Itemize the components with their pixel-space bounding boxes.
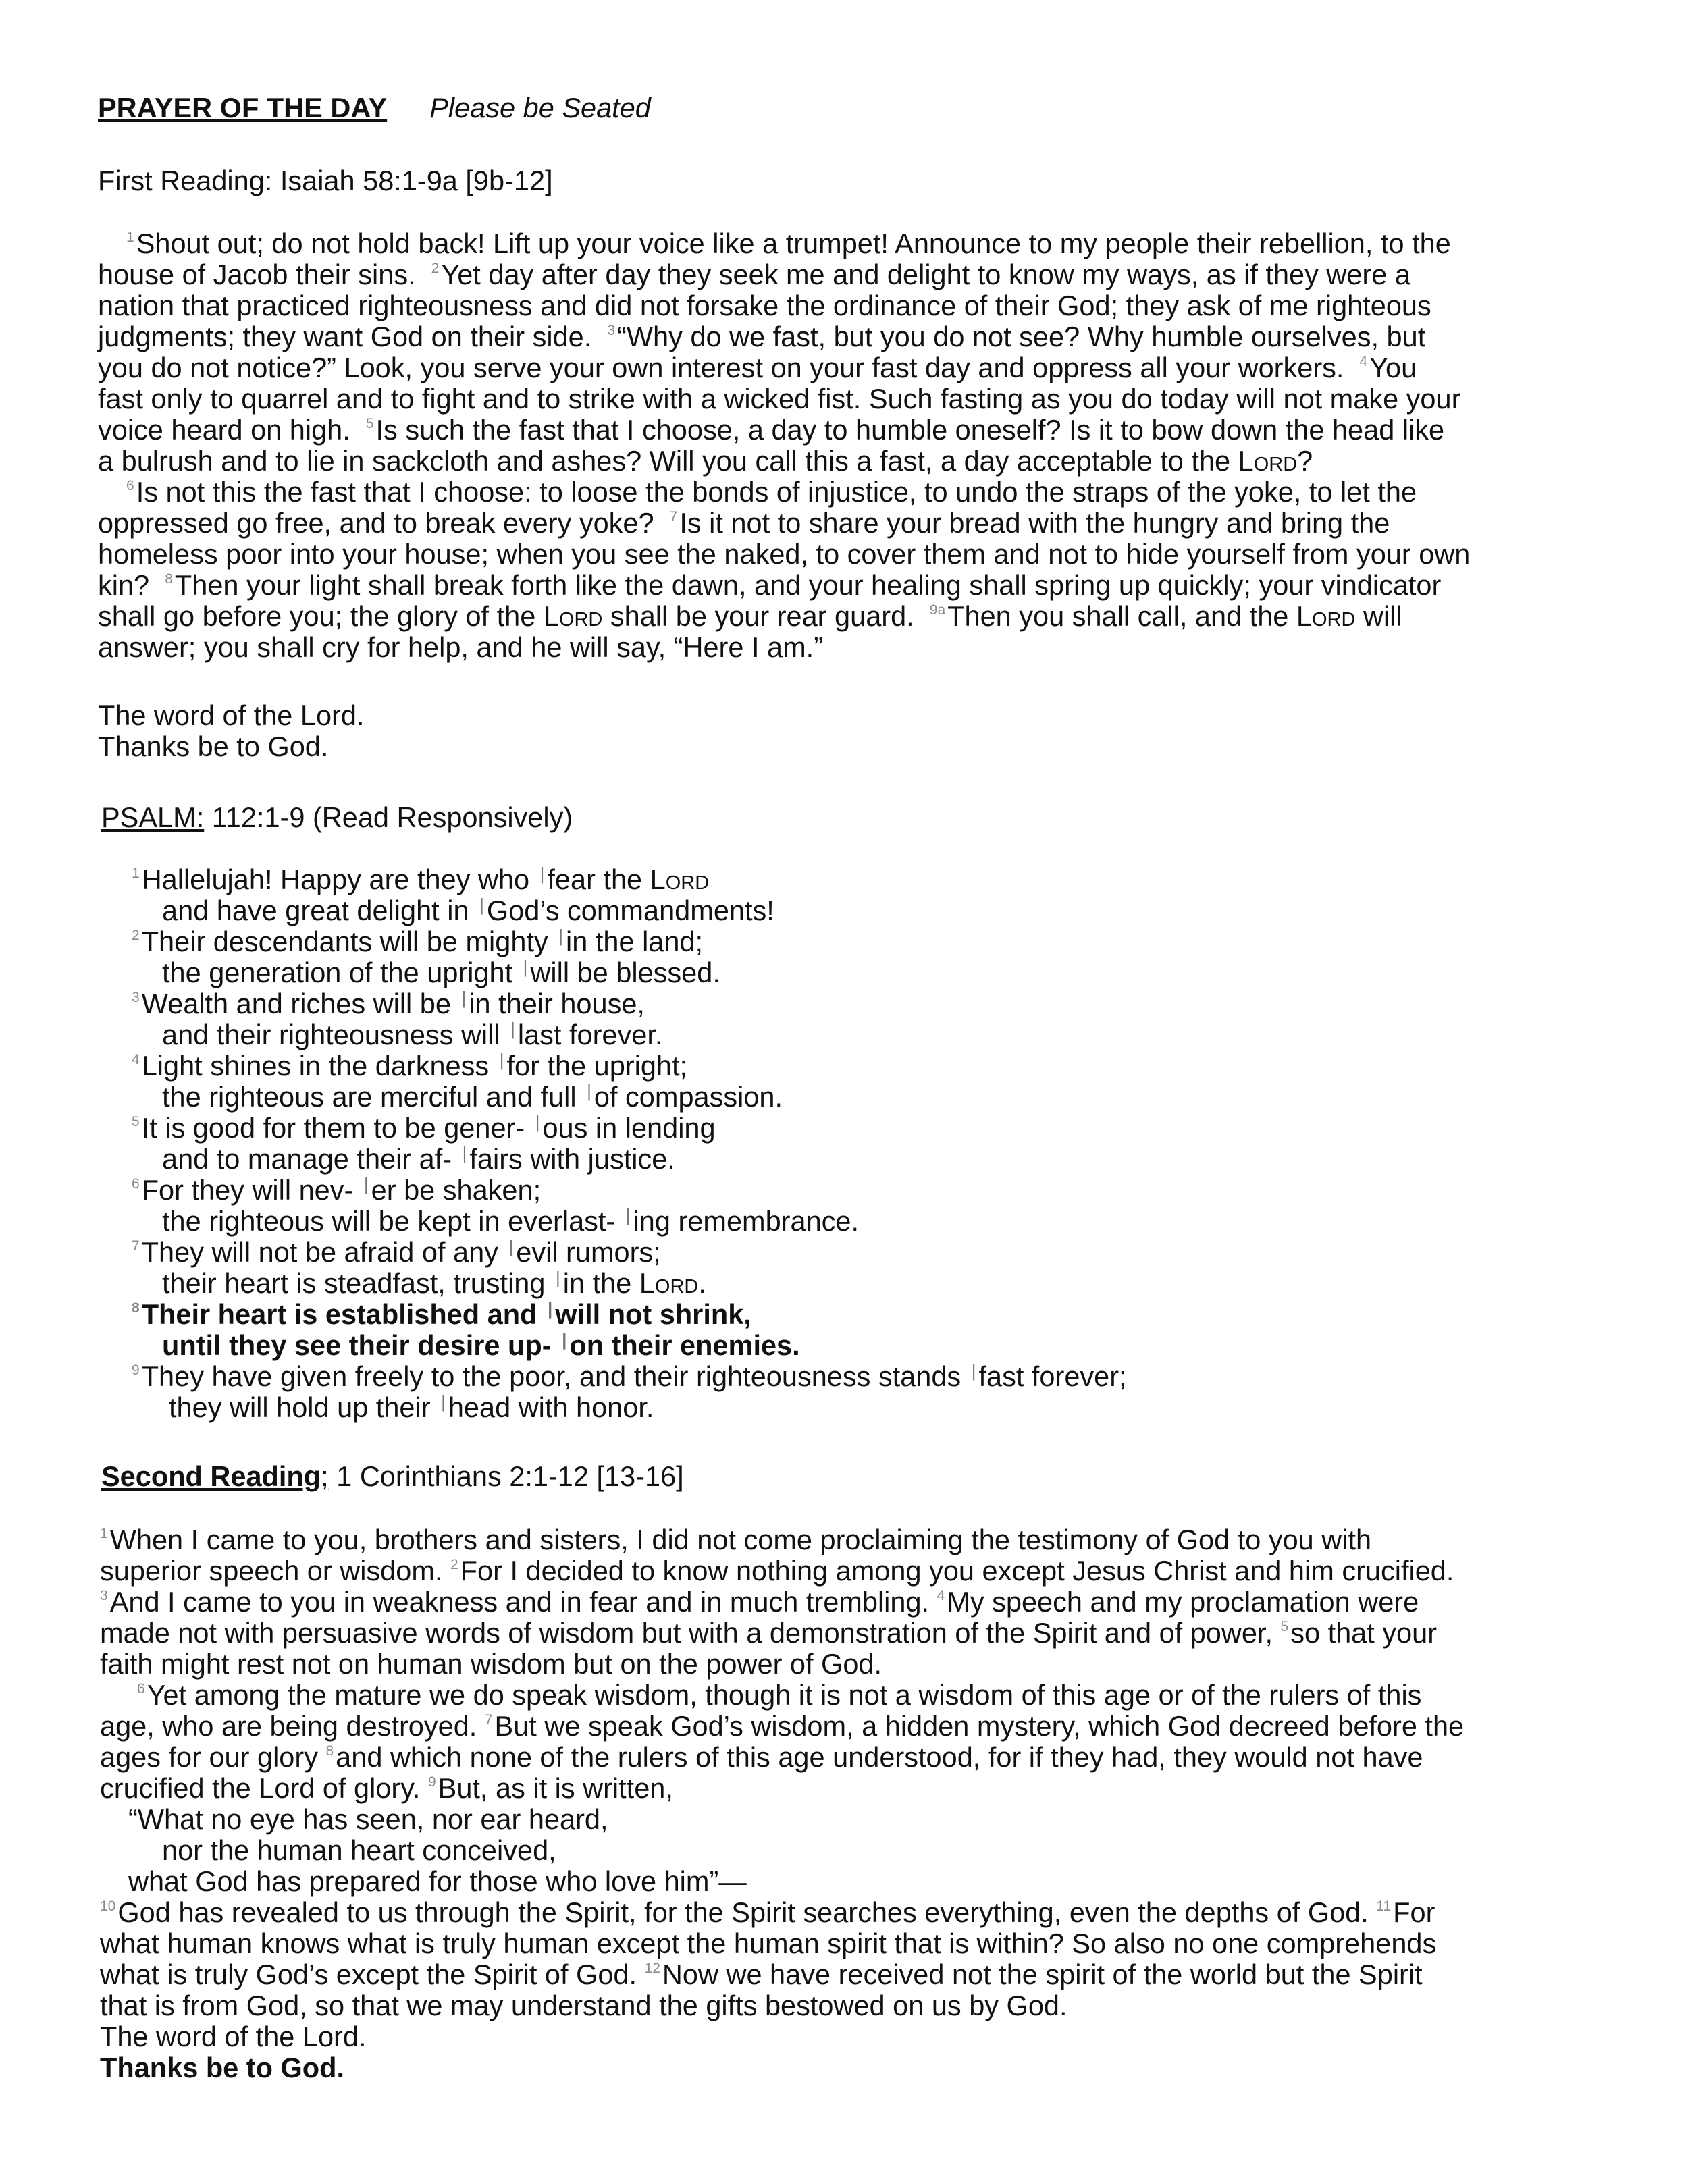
psalm-line-bold: until they see their desire up- |on their enemies. — [162, 1329, 800, 1361]
verse-number: 1 — [126, 230, 134, 245]
verse-number: 6 — [137, 1681, 145, 1697]
verse-number: 3 — [100, 1588, 108, 1603]
reading-line: house of Jacob their sins. $^2$Yet day after day they seek me and delight to know my ways, as if they were a — [98, 259, 1410, 290]
psalm-text — [98, 864, 1587, 1423]
reading-line: homeless poor into your house; when you see the naked, to cover them and not to hide yourself from your own — [98, 538, 1471, 570]
first-reading-heading: First Reading: Isaiah 58:1-9a [9b-12] — [98, 165, 553, 196]
verse-number: 8 — [132, 1300, 140, 1316]
verse-number: 8 — [165, 571, 173, 587]
closing-line: The word of the Lord. — [100, 2021, 367, 2052]
reading-line: $^6$Is not this the fast that I choose: to loose the bonds of injustice, to undo the straps of the yoke, to let the — [126, 476, 1417, 508]
quote-line: “What no eye has seen, nor ear heard, — [128, 1803, 608, 1835]
prayer-note: Please be Seated — [429, 92, 651, 124]
reading-line: ages for our glory $^8$and which none of the rulers of this age understood, for if they had, they would not have — [100, 1741, 1423, 1773]
psalm-line: $^6$For they will nev- |er be shaken; — [132, 1174, 542, 1206]
verse-number: 4 — [937, 1588, 945, 1603]
reading-line: faith might rest not on human wisdom but on the power of God. — [100, 1648, 882, 1680]
verse-number: 5 — [132, 1114, 140, 1129]
psalm-line: the generation of the upright |will be blessed. — [162, 957, 720, 988]
verse-number: 6 — [126, 478, 134, 494]
verse-number: 1 — [100, 1526, 108, 1541]
second-reading-heading: Second Reading; 1 Corinthians 2:1-12 [13-16] — [101, 1460, 684, 1492]
lord-smallcaps: Lord — [543, 600, 603, 632]
reading-line: superior speech or wisdom. $^2$For I decided to know nothing among you except Jesus Christ and him crucified. — [100, 1555, 1454, 1587]
psalm-line: $^2$Their descendants will be mighty |in the land; — [132, 926, 704, 957]
verse-number: 2 — [450, 1557, 458, 1572]
verse-number: 9a — [929, 602, 946, 618]
reading-line: $^1$When I came to you, brothers and sisters, I did not come proclaiming the testimony of God to you with — [100, 1524, 1372, 1555]
first-reading-text — [98, 228, 1587, 663]
psalm-line: their heart is steadfast, trusting |in the Lord. — [162, 1267, 706, 1299]
closing-response: Thanks be to God. — [100, 2052, 344, 2083]
verse-number: 4 — [132, 1052, 140, 1067]
verse-number: 9 — [427, 1774, 436, 1790]
reading-line: $^3$And I came to you in weakness and in fear and in much trembling. $^4$My speech and my proclamation were — [100, 1586, 1419, 1618]
verse-number: 11 — [1376, 1898, 1392, 1914]
verse-number: 1 — [132, 865, 140, 881]
verse-number: 7 — [669, 509, 678, 525]
reading-line: shall go before you; the glory of the Lord shall be your rear guard. $^{9a}$Then you shall call, and the Lord will — [98, 600, 1402, 632]
psalm-line: $^4$Light shines in the darkness |for the upright; — [132, 1050, 688, 1082]
psalm-line: $^3$Wealth and riches will be |in their house, — [132, 988, 645, 1019]
reading-line: kin? $^8$Then your light shall break forth like the dawn, and your healing shall spring up quickly; your vindicator — [98, 569, 1442, 601]
verse-number: 5 — [1280, 1619, 1289, 1634]
reading-line: judgments; they want God on their side. $^3$“Why do we fast, but you do not see? Why humble ourselves, but — [98, 321, 1426, 352]
reading-line: nation that practiced righteousness and did not forsake the ordinance of their God; they ask of me righteous — [98, 290, 1431, 321]
verse-number: 9 — [132, 1362, 140, 1378]
psalm-line: the righteous are merciful and full |of compassion. — [162, 1081, 783, 1113]
psalm-line: and their righteousness will |last forever. — [162, 1019, 663, 1050]
reading-line: voice heard on high. $^5$Is such the fast that I choose, a day to humble oneself? Is it to bow down the head like — [98, 414, 1445, 446]
reading-line: $^{10}$God has revealed to us through the Spirit, for the Spirit searches everything, even the depths of God. $^{11}$For — [100, 1896, 1435, 1928]
psalm-line: $^9$They have given freely to the poor, and their righteousness stands |fast forever; — [132, 1360, 1127, 1392]
psalm-line: and have great delight in |God’s commandments! — [162, 895, 774, 926]
reading-line: $^1$Shout out; do not hold back! Lift up your voice like a trumpet! Announce to my people their rebellion, to the — [126, 228, 1451, 259]
verse-number: 3 — [607, 323, 616, 338]
psalm-line: the righteous will be kept in everlast- |ing remembrance. — [162, 1205, 860, 1237]
first-reading-closing: The word of the Lord. Thanks be to God. — [98, 699, 365, 762]
lord-smallcaps: Lord — [1296, 600, 1356, 632]
verse-number: 4 — [1359, 354, 1368, 369]
reading-line: you do not notice?” Look, you serve your own interest on your fast day and oppress all your workers. $^4$You — [98, 352, 1417, 383]
psalm-line: $^1$Hallelujah! Happy are they who |fear the Lord — [132, 863, 710, 895]
reading-line: made not with persuasive words of wisdom but with a demonstration of the Spirit and of power, $^5$so that your — [100, 1617, 1438, 1649]
verse-number: 2 — [431, 261, 440, 276]
verse-number: 12 — [644, 1961, 660, 1976]
second-reading-label: Second Reading — [101, 1460, 321, 1492]
psalm-line: $^7$They will not be afraid of any |evil rumors; — [132, 1236, 661, 1268]
verse-number: 10 — [100, 1898, 116, 1914]
verse-number: 6 — [132, 1176, 140, 1192]
reading-line: that is from God, so that we may understand the gifts bestowed on us by God. — [100, 1990, 1067, 2021]
psalm-line-bold: $^8$Their heart is established and |will not shrink, — [132, 1298, 751, 1330]
psalm-line: and to manage their af- |fairs with justice. — [162, 1143, 675, 1175]
reading-line: oppressed go free, and to break every yoke? $^7$Is it not to share your bread with the hungry and bring the — [98, 507, 1390, 539]
quote-line: what God has prepared for those who love him”— — [128, 1865, 747, 1897]
verse-number: 5 — [365, 416, 374, 431]
prayer-title: PRAYER OF THE DAY — [98, 92, 388, 124]
quote-line: nor the human heart conceived, — [162, 1834, 556, 1866]
psalm-line: $^5$It is good for them to be gener- |ous in lending — [132, 1112, 716, 1144]
reading-line: answer; you shall cry for help, and he will say, “Here I am.” — [98, 631, 824, 663]
reading-line: a bulrush and to lie in sackcloth and ashes? Will you call this a fast, a day acceptable to the Lord? — [98, 445, 1313, 477]
psalm-line: they will hold up their |head with honor. — [169, 1391, 654, 1423]
prayer-header — [98, 92, 1587, 124]
psalm-heading: PSALM: 112:1-9 (Read Responsively) — [101, 801, 573, 833]
reading-line: age, who are being destroyed. $^7$But we speak God’s wisdom, a hidden mystery, which God decreed before the — [100, 1710, 1465, 1742]
reading-line: fast only to quarrel and to fight and to strike with a wicked fist. Such fasting as you do today will not make your — [98, 383, 1461, 415]
verse-number: 3 — [132, 990, 140, 1005]
lord-smallcaps: Lord — [1238, 445, 1298, 477]
verse-number: 2 — [132, 928, 140, 943]
psalm-label: PSALM: — [101, 801, 205, 833]
verse-number: 7 — [484, 1712, 493, 1728]
verse-number: 8 — [325, 1743, 334, 1759]
reading-line: $^6$Yet among the mature we do speak wisdom, though it is not a wisdom of this age or of the rulers of this — [137, 1679, 1422, 1711]
reading-line: crucified the Lord of glory. $^9$But, as it is written, — [100, 1772, 673, 1804]
second-reading-text — [100, 1524, 1587, 2083]
reading-line: what is truly God’s except the Spirit of God. $^{12}$Now we have received not the spirit of the world but the Spirit — [100, 1959, 1423, 1990]
verse-number: 7 — [132, 1238, 140, 1254]
reading-line: what human knows what is truly human except the human spirit that is within? So also no one comprehends — [100, 1927, 1437, 1959]
